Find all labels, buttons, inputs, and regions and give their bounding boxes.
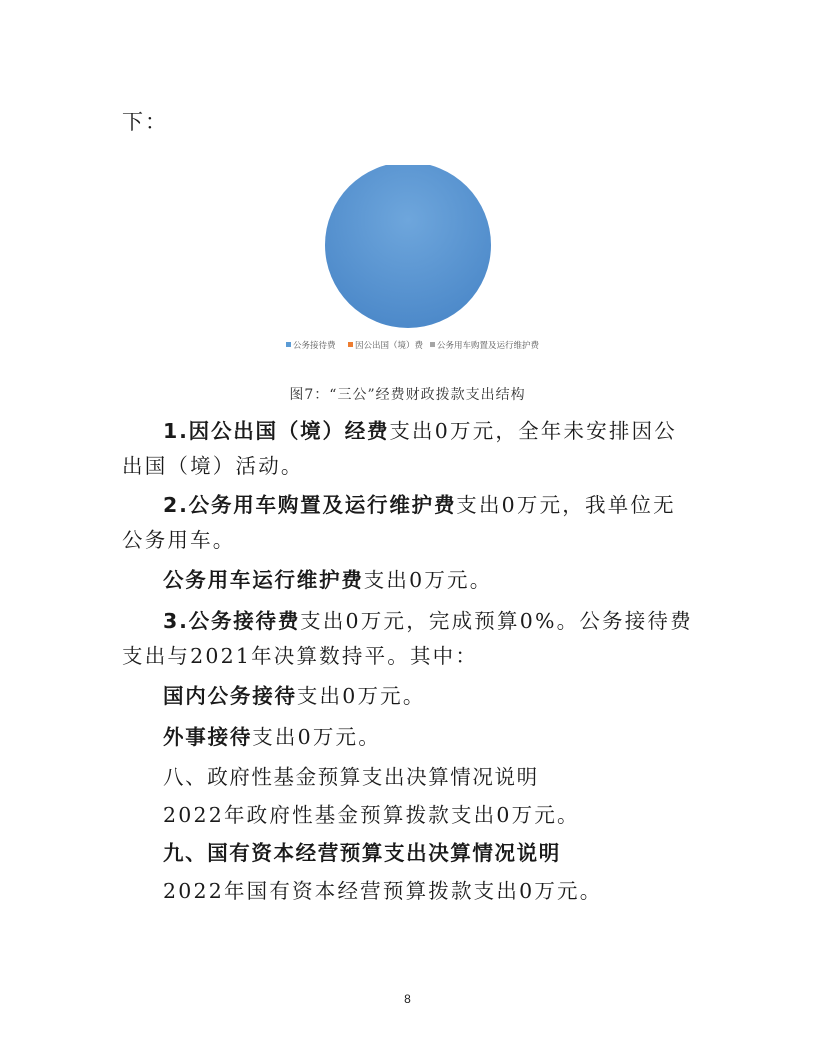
- item-2-title: 2.公务用车购置及运行维护费: [163, 493, 457, 517]
- legend-swatch-1: [348, 342, 353, 347]
- legend-label-2: 公务用车购置及运行维护费: [437, 340, 540, 350]
- legend-label-0: 公务接待费: [293, 340, 336, 350]
- item-3a-text: 支出0万元。: [296, 684, 426, 708]
- legend-label-1: 因公出国（境）费: [355, 340, 424, 350]
- item-1-text: 支出0万元，全年未安排因公出国（境）活动。: [122, 419, 678, 478]
- section-8-text: 2022年政府性基金预算拨款支出0万元。: [163, 803, 580, 827]
- page-number: 8: [404, 992, 411, 1006]
- item-1-paragraph: [122, 414, 697, 484]
- item-3-title: 3.公务接待费: [163, 609, 301, 633]
- chart-legend: [286, 340, 540, 350]
- section-8-heading: 八、政府性基金预算支出决算情况说明: [163, 765, 539, 789]
- intro-text: 下：: [122, 110, 168, 134]
- legend-swatch-0: [286, 342, 291, 347]
- figure-caption: 图7：“三公”经费财政拨款支出结构: [289, 387, 526, 403]
- item-2-paragraph: [122, 488, 697, 558]
- item-1-title: 1.因公出国（境）经费: [163, 419, 390, 443]
- item-2b-text: 支出0万元。: [363, 568, 493, 592]
- section-9-heading: 九、国有资本经营预算支出决算情况说明: [163, 841, 561, 865]
- item-3b-title: 外事接待: [163, 725, 253, 749]
- item-3b-paragraph: [122, 720, 697, 755]
- item-2b-paragraph: [122, 563, 697, 598]
- item-3a-paragraph: [122, 679, 697, 714]
- pie-slice-public-reception: [325, 165, 491, 328]
- item-3b-text: 支出0万元。: [252, 725, 381, 749]
- item-2-text: 支出0万元，我单位无公务用车。: [122, 493, 676, 552]
- item-2b-title: 公务用车运行维护费: [163, 568, 364, 592]
- pie-chart: [268, 165, 558, 365]
- legend-swatch-2: [430, 342, 435, 347]
- item-3-paragraph: [122, 604, 697, 674]
- item-3-text: 支出0万元，完成预算0%。公务接待费支出与2021年决算数持平。其中：: [122, 609, 693, 668]
- item-3a-title: 国内公务接待: [163, 684, 297, 708]
- section-9-text: 2022年国有资本经营预算拨款支出0万元。: [163, 879, 603, 903]
